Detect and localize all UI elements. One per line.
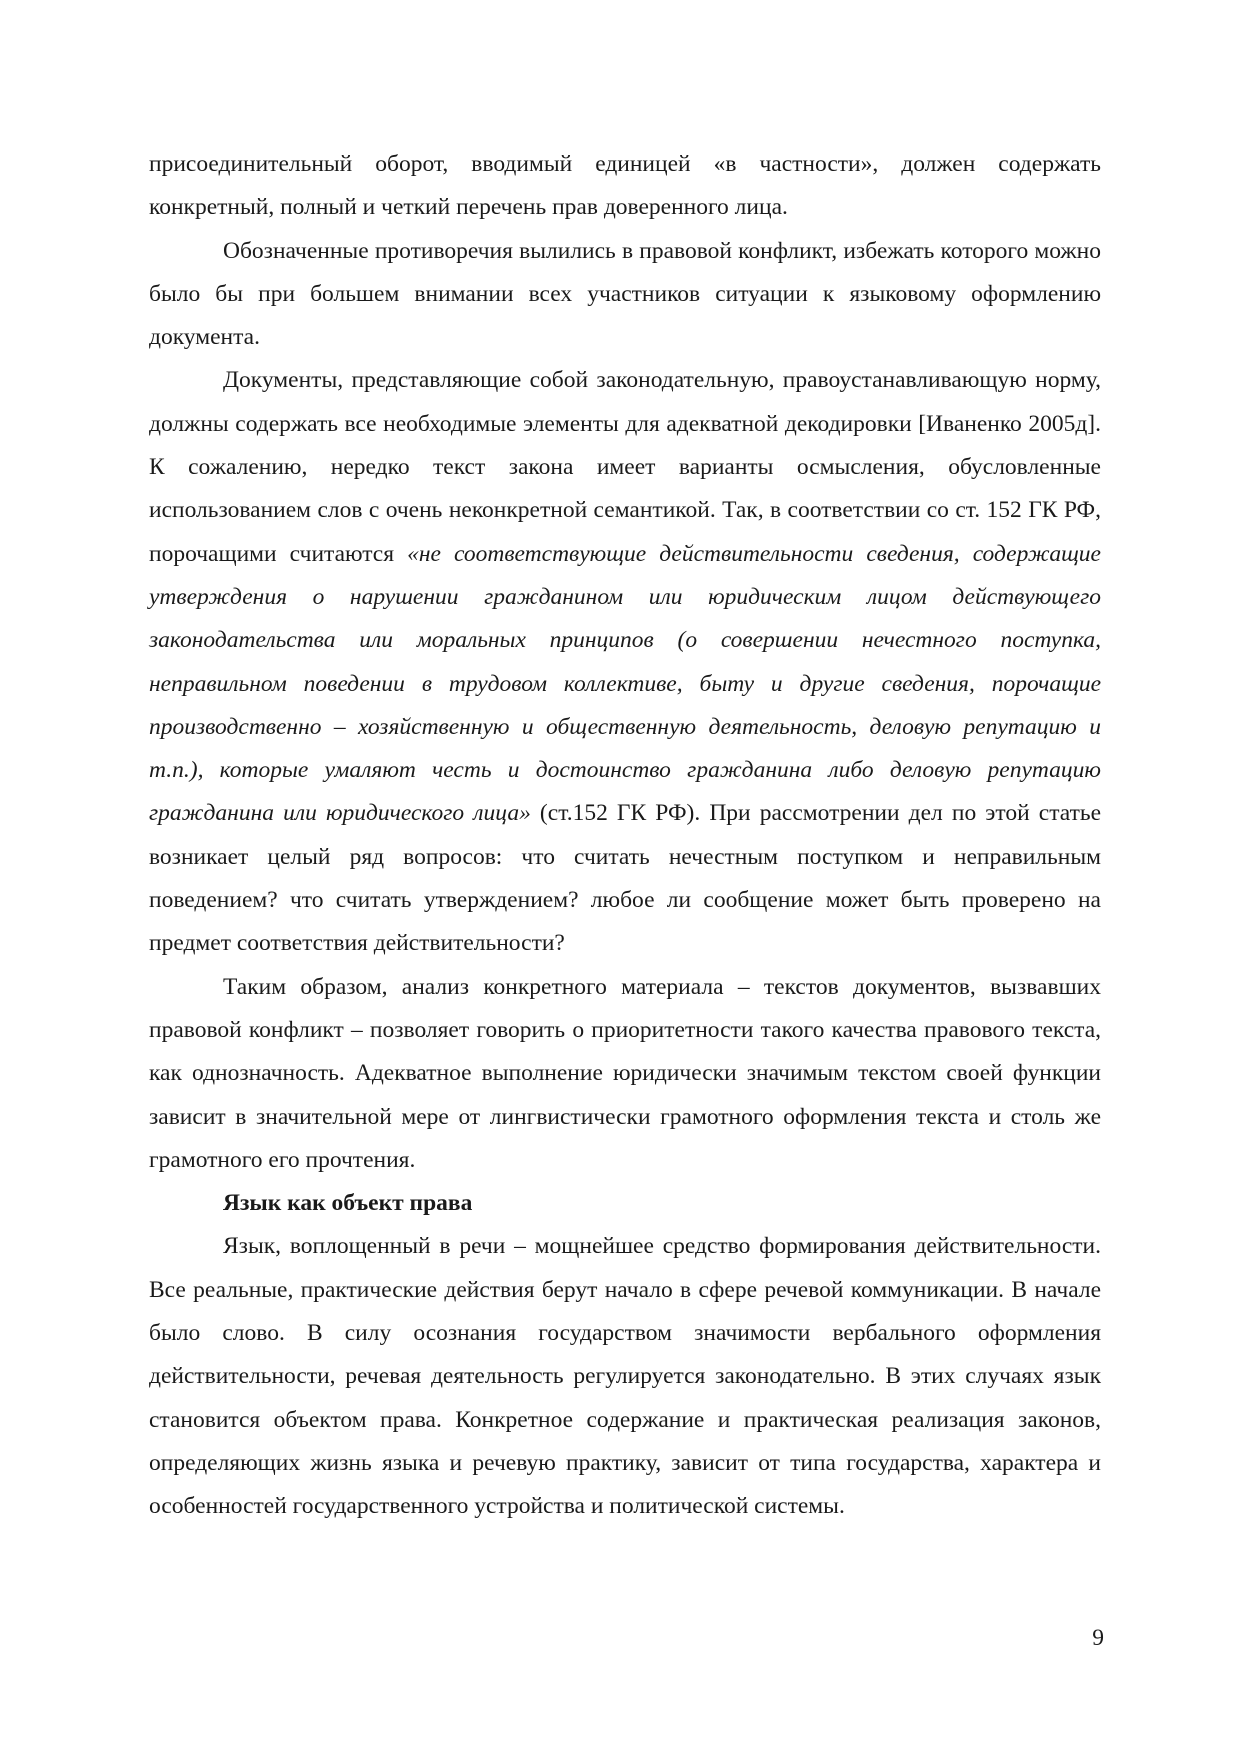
paragraph-language: Язык, воплощенный в речи – мощнейшее средство формирования действительности. Все реальные, практические действия берут начало в сфере речевой коммуникации. В начале было слово. В силу осознания государством значимости вербального оформления действительности, речевая деятельность регулируется законодательно. В этих случаях язык становится объектом права. Конкретное содержание и практическая реализация законов, определяющих жизнь языка и речевую практику, зависит от типа государства, характера и особенностей государственного устройства и политической системы. [149, 1233, 1101, 1520]
section-heading: Язык как объект права [223, 1190, 473, 1217]
paragraph-documents-outro: (ст.152 ГК РФ). При рассмотрении дел по этой статье возникает целый ряд вопросов: что считать нечестным поступком и неправильным поведением? что считать утверждением? любое ли сообщение может быть проверено на предмет соответствия действительности? [149, 800, 1102, 957]
body-text [149, 143, 1101, 1529]
paragraph-continuation: присоединительный оборот, вводимый единицей «в частности», должен содержать конкретный, полный и четкий перечень прав доверенного лица. [149, 151, 1101, 221]
paragraph-documents-intro: Документы, представляющие собой законодательную, правоустанавливающую норму, должны содержать все необходимые элементы для адекватной декодировки [Иваненко 2005д]. К сожалению, нередко текст закона имеет варианты осмысления, обусловленные использованием слов с очень неконкретной семантикой. Так, в соответствии со ст. 152 ГК РФ, порочащими считаются [149, 367, 1101, 567]
paragraph-documents [149, 359, 1101, 965]
law-quote: «не соответствующие действительности сведения, содержащие утверждения о нарушении гражданином или юридическим лицом действующего законодательства или моральных принципов (о совершении нечестного поступка, неправильном поведении в трудовом коллективе, быту и другие сведения, порочащие производственно – хозяйственную и общественную деятельность, деловую репутацию и т.п.), которые умаляют честь и достоинство гражданина либо деловую репутацию гражданина или юридического лица» [149, 540, 1101, 827]
page-number: 9 [1092, 1625, 1104, 1651]
paragraph-conclusion: Таким образом, анализ конкретного материала – текстов документов, вызвавших правовой конфликт – позволяет говорить о приоритетности такого качества правового текста, как однозначность. Адекватное выполнение юридически значимым текстом своей функции зависит в значительной мере от лингвистически грамотного оформления текста и столь же грамотного его прочтения. [149, 973, 1101, 1173]
paragraph-conflict: Обозначенные противоречия вылились в правовой конфликт, избежать которого можно было бы при большем внимании всех участников ситуации к языковому оформлению документа. [149, 237, 1101, 351]
